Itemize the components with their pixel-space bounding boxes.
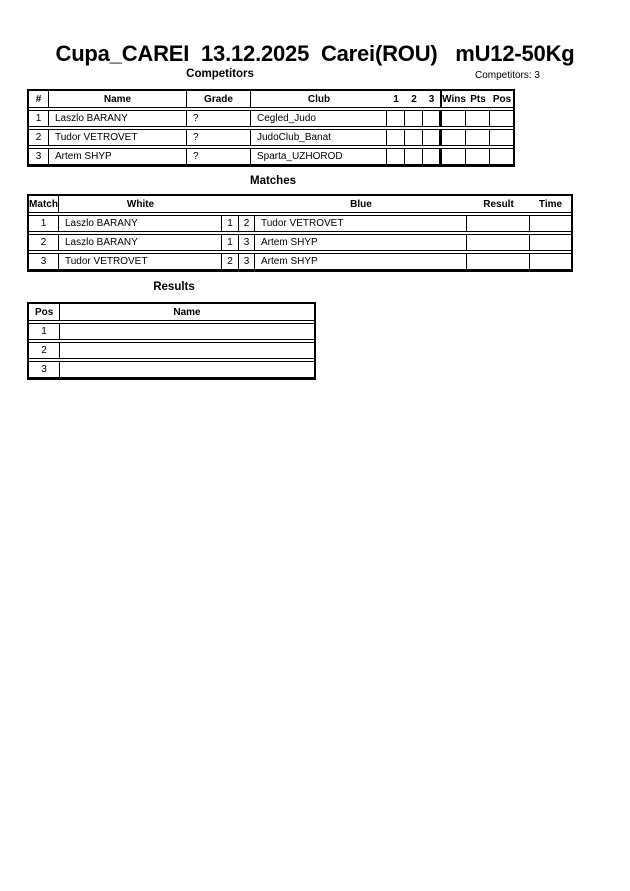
- results-table: [27, 302, 316, 380]
- result-row: [29, 323, 314, 340]
- result-name-cell: [60, 362, 314, 377]
- match-result-cell: [467, 216, 530, 231]
- competitor-row: [29, 110, 513, 127]
- white-player-name: Tudor VETROVET: [59, 254, 222, 269]
- competitors-count-note: Competitors: 3: [474, 70, 540, 81]
- competitor-club: Sparta_UZHOROD: [251, 149, 387, 164]
- grid-cell-round1: [387, 130, 405, 145]
- white-player-number: 1: [222, 216, 239, 231]
- match-time-cell: [530, 216, 571, 231]
- competitor-row: [29, 148, 513, 165]
- competitors-header-row: [29, 91, 513, 108]
- results-header-row: [29, 304, 314, 321]
- grid-cell-round3: [423, 111, 440, 126]
- white-player-number: 1: [222, 235, 239, 250]
- grid-cell-pts: [466, 111, 490, 126]
- competitors-table: [27, 89, 515, 167]
- header-cell-round1: 1: [393, 93, 399, 105]
- competitor-row: [29, 129, 513, 146]
- match-row: [29, 215, 571, 232]
- grid-cell-pos: [490, 149, 514, 164]
- match-row: [29, 234, 571, 251]
- match-time-cell: [530, 254, 571, 269]
- match-row: [29, 253, 571, 270]
- match-result-cell: [467, 254, 530, 269]
- match-time-cell: [530, 235, 571, 250]
- match-number: 2: [29, 235, 59, 250]
- header-cell-time: Time: [538, 198, 563, 210]
- competitor-grade: ?: [187, 149, 251, 164]
- match-result-cell: [467, 235, 530, 250]
- header-cell-num: #: [29, 91, 49, 107]
- blue-player-number: 3: [239, 254, 255, 269]
- white-player-name: Laszlo BARANY: [59, 216, 222, 231]
- matches-section-title: Matches: [249, 175, 297, 187]
- match-number: 1: [29, 216, 59, 231]
- result-position: 1: [29, 324, 60, 339]
- header-cell-pos: Pos: [29, 304, 60, 320]
- competitor-grade: ?: [187, 130, 251, 145]
- competitor-number: 2: [29, 130, 49, 145]
- competitors-section-title: Competitors: [186, 68, 254, 80]
- blue-player-number: 3: [239, 235, 255, 250]
- grid-cell-round3: [423, 130, 440, 145]
- match-number: 3: [29, 254, 59, 269]
- header-cell-round2: 2: [411, 93, 417, 105]
- header-cell-white: White: [126, 198, 155, 210]
- header-cell-blue: Blue: [350, 198, 372, 210]
- tournament-title: Cupa_CAREI 13.12.2025 Carei(ROU) mU12-50Kg: [55, 41, 575, 66]
- competitor-name: Tudor VETROVET: [49, 130, 187, 145]
- header-cell-club: Club: [307, 93, 331, 105]
- blue-player-name: Artem SHYP: [255, 254, 467, 269]
- competitor-club: JudoClub_Banat: [251, 130, 387, 145]
- competitor-grade: ?: [187, 111, 251, 126]
- header-cell-pos: Pos: [492, 93, 512, 105]
- matches-header-row: [29, 196, 571, 213]
- grid-cell-round2: [405, 111, 423, 126]
- header-cell-match: Match: [29, 196, 59, 212]
- grid-cell-round2: [405, 130, 423, 145]
- blue-player-name: Tudor VETROVET: [255, 216, 467, 231]
- header-cell-pts: Pts: [470, 93, 486, 105]
- header-cell-name: Name: [173, 306, 201, 318]
- grid-cell-round3: [423, 149, 440, 164]
- header-cell-grade: Grade: [187, 91, 251, 107]
- result-name-cell: [60, 324, 314, 339]
- matches-table: [27, 194, 573, 272]
- competitor-club: Cegled_Judo: [251, 111, 387, 126]
- results-section-title: Results: [153, 281, 195, 293]
- blue-player-number: 2: [239, 216, 255, 231]
- blue-player-name: Artem SHYP: [255, 235, 467, 250]
- grid-cell-wins: [440, 111, 466, 126]
- white-player-number: 2: [222, 254, 239, 269]
- competitor-number: 1: [29, 111, 49, 126]
- header-cell-name: Name: [49, 91, 187, 107]
- result-row: [29, 342, 314, 359]
- grid-cell-round1: [387, 111, 405, 126]
- grid-cell-pts: [466, 149, 490, 164]
- grid-cell-round1: [387, 149, 405, 164]
- competitor-name: Artem SHYP: [49, 149, 187, 164]
- grid-cell-wins: [440, 130, 466, 145]
- grid-cell-wins: [440, 149, 466, 164]
- result-row: [29, 361, 314, 378]
- white-player-name: Laszlo BARANY: [59, 235, 222, 250]
- header-cell-wins: Wins: [440, 91, 466, 107]
- competitor-number: 3: [29, 149, 49, 164]
- result-position: 2: [29, 343, 60, 358]
- grid-cell-pts: [466, 130, 490, 145]
- grid-cell-pos: [490, 111, 514, 126]
- header-cell-result: Result: [483, 198, 514, 210]
- grid-cell-round2: [405, 149, 423, 164]
- result-position: 3: [29, 362, 60, 377]
- competitor-name: Laszlo BARANY: [49, 111, 187, 126]
- header-cell-numbers-spacer: [222, 196, 255, 212]
- result-name-cell: [60, 343, 314, 358]
- grid-cell-pos: [490, 130, 514, 145]
- header-cell-round3: 3: [428, 93, 435, 105]
